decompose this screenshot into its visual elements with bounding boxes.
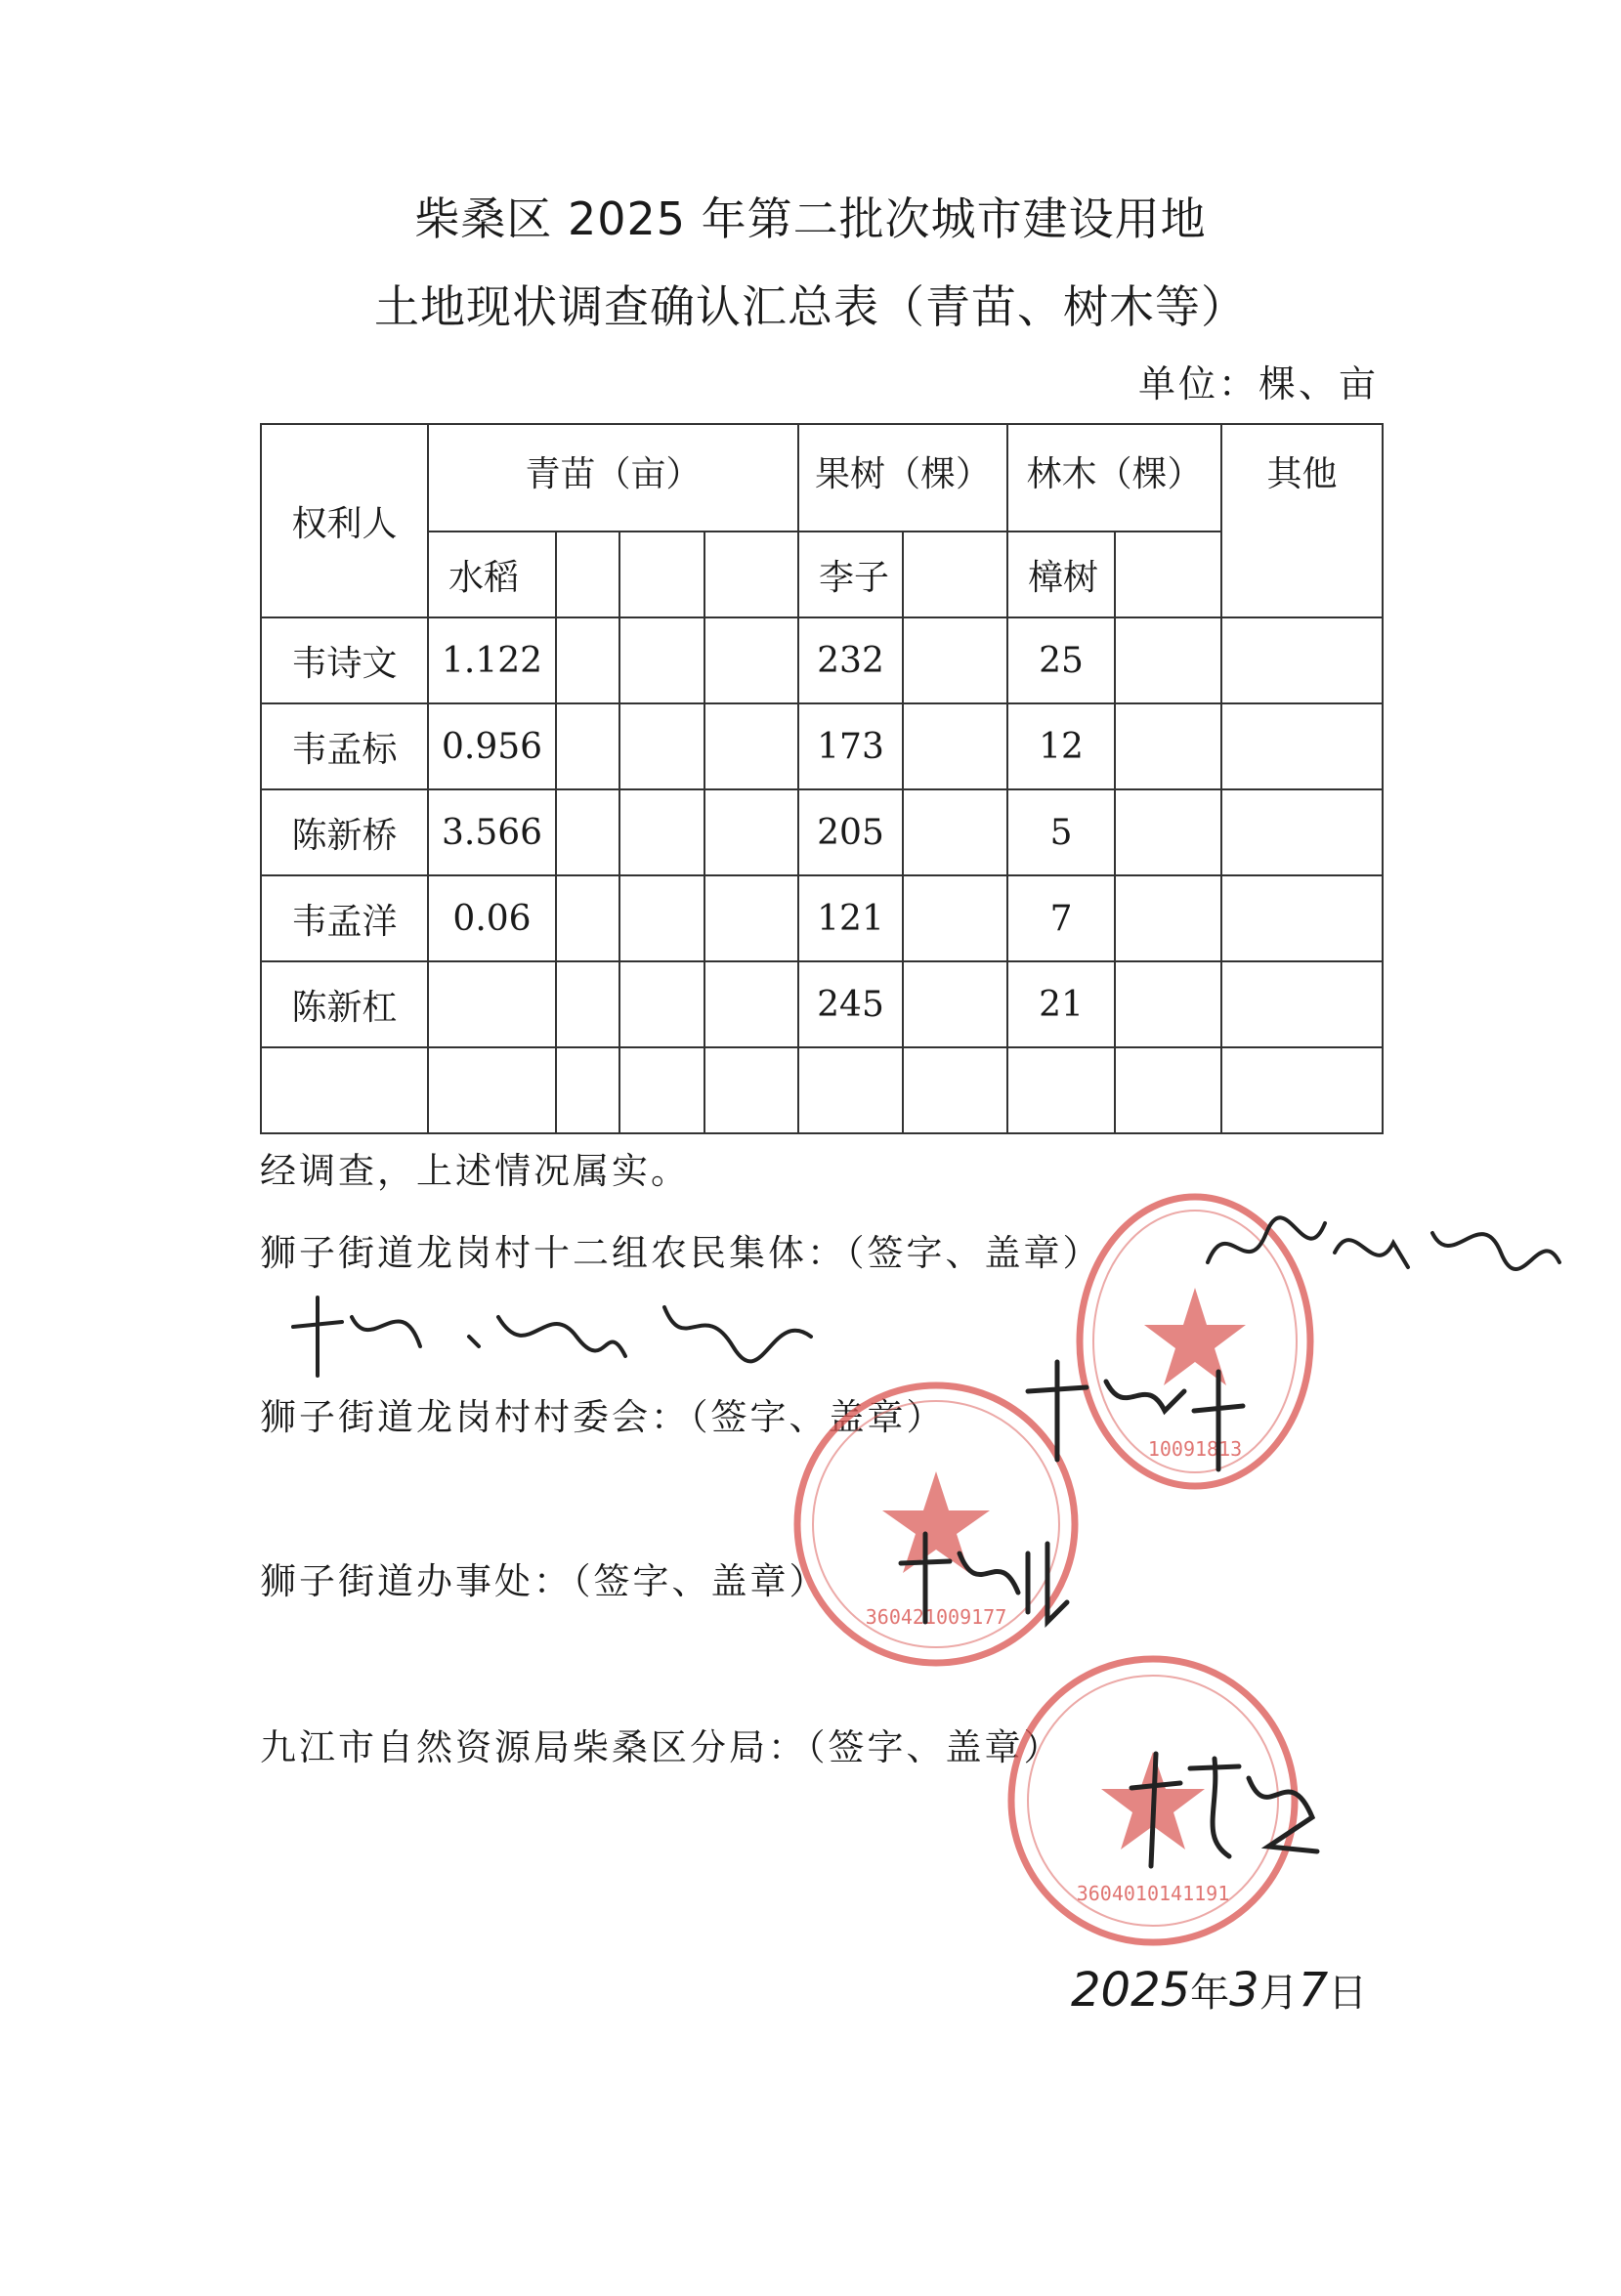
cell-owner — [261, 1047, 428, 1133]
table-row — [261, 1047, 1383, 1133]
cell-empty — [1221, 1047, 1383, 1133]
sign-line-village-committee: 狮子街道龙岗村村委会：（签字、盖章） — [260, 1396, 946, 1438]
cell-empty — [704, 703, 798, 789]
committee-seal-code: 10091813 — [1147, 1437, 1243, 1461]
cell-empty — [1221, 789, 1383, 875]
cell-rice — [428, 1047, 556, 1133]
cell-empty — [903, 789, 1007, 875]
cell-owner: 陈新杠 — [261, 961, 428, 1047]
bureau-seal-code: 3604010141191 — [1076, 1882, 1230, 1905]
header-fruit-trees: 果树（棵） — [798, 424, 1007, 531]
cell-camphor — [1007, 1047, 1115, 1133]
cell-empty — [903, 617, 1007, 703]
cell-empty — [903, 1047, 1007, 1133]
header-owner: 权利人 — [261, 424, 428, 617]
cell-empty — [903, 875, 1007, 961]
cell-empty — [1221, 703, 1383, 789]
unit-label: 单位：棵、亩 — [1137, 362, 1379, 405]
cell-plum: 121 — [798, 875, 903, 961]
cell-empty — [1221, 961, 1383, 1047]
confirmation-statement: 经调查，上述情况属实。 — [260, 1150, 690, 1192]
cell-empty — [1115, 789, 1221, 875]
cell-empty — [1115, 1047, 1221, 1133]
handwritten-signature-group-2 — [283, 1278, 870, 1385]
subheader-camphor: 樟树 — [1007, 531, 1115, 617]
cell-empty — [556, 617, 619, 703]
cell-empty — [1115, 961, 1221, 1047]
cell-empty — [556, 789, 619, 875]
table-row — [261, 961, 1383, 1047]
cell-camphor: 5 — [1007, 789, 1115, 875]
cell-rice: 0.956 — [428, 703, 556, 789]
document-title-line2: 土地现状调查确认汇总表（青苗、树木等） — [374, 280, 1247, 333]
handwritten-signature-bureau — [1122, 1739, 1327, 1876]
cell-empty — [556, 1047, 619, 1133]
table-row — [261, 875, 1383, 961]
cell-owner: 韦孟洋 — [261, 875, 428, 961]
office-seal-code: 360421009177 — [865, 1605, 1007, 1629]
cell-empty — [704, 875, 798, 961]
cell-empty — [704, 1047, 798, 1133]
cell-empty — [903, 961, 1007, 1047]
cell-plum — [798, 1047, 903, 1133]
cell-empty — [619, 617, 704, 703]
handwritten-signature-office — [891, 1524, 1077, 1632]
cell-empty — [1115, 703, 1221, 789]
cell-owner: 韦诗文 — [261, 617, 428, 703]
cell-empty — [704, 961, 798, 1047]
cell-empty — [704, 789, 798, 875]
cell-empty — [704, 617, 798, 703]
subheader-plum: 李子 — [798, 531, 903, 617]
cell-plum: 232 — [798, 617, 903, 703]
cell-empty — [1221, 617, 1383, 703]
cell-camphor: 7 — [1007, 875, 1115, 961]
subheader-empty — [903, 531, 1007, 617]
date-year-label: 年 — [1190, 1971, 1230, 2016]
cell-empty — [619, 875, 704, 961]
sign-line-street-office: 狮子街道办事处：（签字、盖章） — [260, 1560, 829, 1602]
date-month-label: 月 — [1258, 1971, 1299, 2016]
cell-owner: 韦孟标 — [261, 703, 428, 789]
cell-empty — [619, 1047, 704, 1133]
cell-empty — [619, 789, 704, 875]
cell-plum: 245 — [798, 961, 903, 1047]
cell-rice: 3.566 — [428, 789, 556, 875]
handwritten-signature-group-1 — [1198, 1194, 1569, 1301]
date-month: 3 — [1229, 1963, 1259, 2018]
subheader-empty — [1115, 531, 1221, 617]
handwritten-signature-committee — [1018, 1352, 1253, 1479]
date-year: 2025 — [1071, 1963, 1191, 2018]
cell-empty — [903, 703, 1007, 789]
cell-empty — [1115, 875, 1221, 961]
subheader-empty — [556, 531, 619, 617]
sign-line-resource-bureau: 九江市自然资源局柴桑区分局：（签字、盖章） — [260, 1726, 1063, 1768]
cell-empty — [619, 961, 704, 1047]
cell-rice: 1.122 — [428, 617, 556, 703]
cell-rice: 0.06 — [428, 875, 556, 961]
subheader-rice: 水稻 — [428, 531, 556, 617]
survey-table — [260, 423, 1384, 1134]
cell-plum: 173 — [798, 703, 903, 789]
header-forest-trees: 林木（棵） — [1007, 424, 1221, 531]
header-other: 其他 — [1221, 424, 1383, 617]
table-row — [261, 703, 1383, 789]
document-date — [1071, 1962, 1367, 2018]
cell-empty — [556, 703, 619, 789]
table-row — [261, 617, 1383, 703]
table-row — [261, 789, 1383, 875]
sign-line-village-group: 狮子街道龙岗村十二组农民集体：（签字、盖章） — [260, 1232, 1102, 1274]
date-day-label: 日 — [1328, 1971, 1368, 2016]
cell-owner: 陈新桥 — [261, 789, 428, 875]
cell-empty — [619, 703, 704, 789]
subheader-empty — [704, 531, 798, 617]
cell-camphor: 25 — [1007, 617, 1115, 703]
subheader-empty — [619, 531, 704, 617]
cell-camphor: 21 — [1007, 961, 1115, 1047]
cell-empty — [1115, 617, 1221, 703]
cell-camphor: 12 — [1007, 703, 1115, 789]
date-day: 7 — [1298, 1963, 1329, 2018]
cell-empty — [1221, 875, 1383, 961]
cell-plum: 205 — [798, 789, 903, 875]
cell-rice — [428, 961, 556, 1047]
cell-empty — [556, 875, 619, 961]
header-crops: 青苗（亩） — [428, 424, 798, 531]
document-title-line1: 柴桑区 2025 年第二批次城市建设用地 — [414, 192, 1207, 245]
cell-empty — [556, 961, 619, 1047]
